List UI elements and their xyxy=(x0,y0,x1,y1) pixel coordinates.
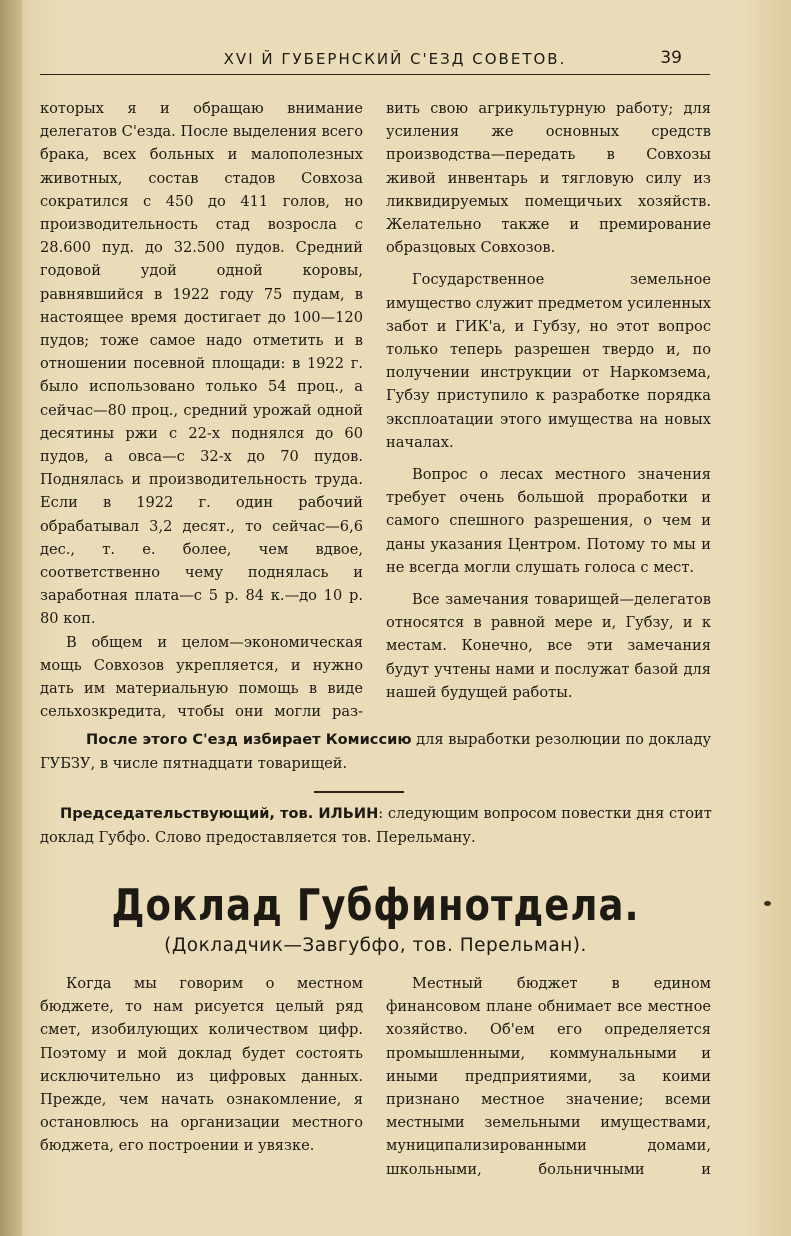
bottom-right-paragraph: Местный бюджет в едином финансовом плане обнимает все местное хозяйство. Об'ем его определяется промышленными, коммунальными и иными предприятиями, за коими признано местное значение; всеми местными земельными имуществами, муниципализированными домами, школьными, больничными и xyxy=(386,975,711,1178)
right-column xyxy=(386,97,711,704)
left-column xyxy=(40,97,363,723)
left-paragraph-1: которых я и обращаю внимание делегатов С'езда. После выделения всего брака, всех больных и малополезных животных, состав стадов Совхоза сократился с 450 до 411 голов, но производительность стад возросла с 28.600 пуд. до 32.500 пудов. Средний годовой удой одной коровы, равнявшийся в 1922 году 75 пудам, в настоящее время достигает до 100—120 пудов; тоже самое надо отметить и в отношении посевной площади: в 1922 г. было использовано только 54 проц., а сейчас—80 проц., средний урожай одной десятины ржи с 22-х поднялся до 60 пудов, а овса—с 32-х до 70 пудов. Поднялась и производительность труда. Если в 1922 г. один рабочий обрабатывал 3,2 десят., то сейчас—6,6 дес., т. е. более, чем вдвое, соответственно чему поднялась и заработная плата—с 5 р. 84 к.—до 10 р. 80 коп. xyxy=(40,100,363,628)
resolution-paragraph xyxy=(40,728,712,776)
page-number: 39 xyxy=(660,48,682,68)
resolution-rest: для выработки резолюции по докладу ГУБЗУ, в числе пятнадцати товарищей. xyxy=(40,731,712,772)
chair-bold: Председательствующий, тов. ИЛЬИН xyxy=(60,805,379,822)
header-title: XVI Й ГУБЕРНСКИЙ С'ЕЗД СОВЕТОВ. xyxy=(223,50,567,68)
bottom-right-column xyxy=(386,972,711,1181)
right-paragraph-4: Все замечания товарищей—делегатов относятся в равной мере и, Губзу, и к местам. Конечно, все эти замечания будут учтены нами и послужат базой для нашей будущей работы. xyxy=(386,591,711,701)
right-paragraph-3: Вопрос о лесах местного значения требует очень большой проработки и самого спешного разрешения, о чем и даны указания Центром. Потому то мы и не всегда могли слушать голоса с мест. xyxy=(386,466,711,576)
chair-paragraph xyxy=(40,802,712,850)
section-divider xyxy=(314,791,404,793)
report-title: Доклад Губфинотдела. xyxy=(111,880,640,931)
chair-rest: : следующим вопросом повестки дня стоит доклад Губфо. Слово предоставляется тов. Перельману. xyxy=(40,805,712,846)
book-spine xyxy=(0,0,22,1236)
bottom-left-paragraph: Когда мы говорим о местном бюджете, то нам рисуется целый ряд смет, изобилующих количеством цифр. Поэтому и мой доклад будет состоять исключительно из цифровых данных. Прежде, чем начать ознакомление, я остановлюсь на организации местного бюджета, его построении и увязке. xyxy=(40,975,363,1155)
running-header xyxy=(40,44,710,75)
bottom-left-column xyxy=(40,972,363,1158)
resolution-bold: После этого С'езд избирает Комиссию xyxy=(86,731,412,748)
report-subtitle: (Докладчик—Завгубфо, тов. Перельман). xyxy=(164,935,587,956)
ink-spot xyxy=(764,901,771,906)
left-paragraph-2: В общем и целом—экономическая мощь Совхозов укрепляется, и нужно дать им материальную помощь в виде сельхозкредита, чтобы они могли раз- xyxy=(40,633,363,721)
right-paragraph-1: вить свою агрикультурную работу; для усиления же основных средств производства—передать в Совхозы живой инвентарь и тягловую силу из ликвидируемых помещичьих хозяйств. Желательно также и премирование образцовых Совхозов. xyxy=(386,100,711,257)
right-paragraph-2: Государственное земельное имущество служит предметом усиленных забот и ГИК'а, и Губзу, но этот вопрос только теперь разрешен твердо и, по получении инструкции от Наркомзема, Губзу приступило к разработке порядка эксплоатации этого имущества на новых началах. xyxy=(386,271,711,451)
